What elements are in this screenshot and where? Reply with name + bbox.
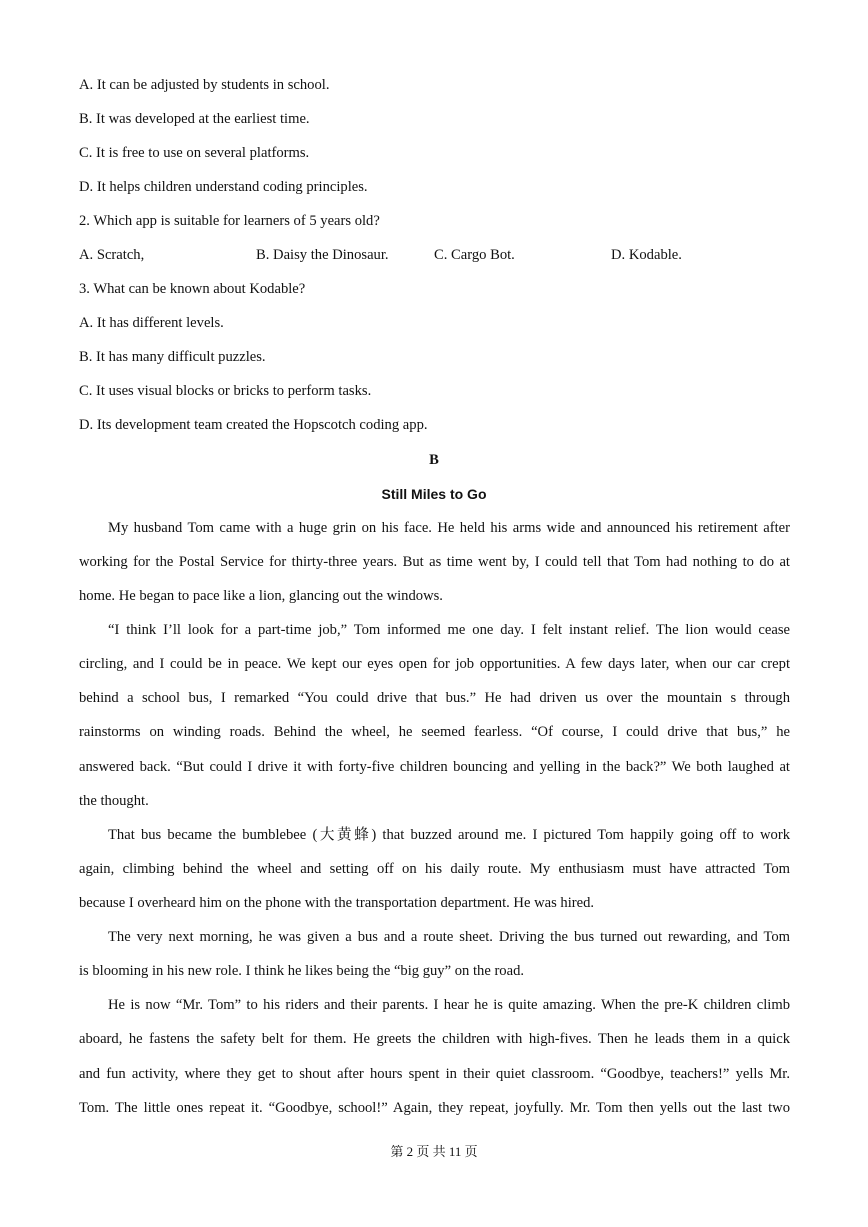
passage-line: home. He began to pace like a lion, glancing out the windows.	[79, 588, 443, 604]
passage-line: again, climbing behind the wheel and setting off on his daily route. My enthusiasm must have attracted Tom	[79, 861, 790, 877]
q2-option-b: B. Daisy the Dinosaur.	[256, 247, 389, 263]
section-letter: B	[429, 452, 439, 468]
passage-line: That bus became the bumblebee (大黄蜂) that buzzed around me. I pictured Tom happily going off to work	[108, 827, 790, 843]
passage-line: circling, and I could be in peace. We kept our eyes open for job opportunities. A few days later, when our car crept	[79, 656, 790, 672]
passage-line: My husband Tom came with a huge grin on his face. He held his arms wide and announced his retirement after	[108, 520, 790, 536]
passage-line: The very next morning, he was given a bus and a route sheet. Driving the bus turned out rewarding, and Tom	[108, 929, 790, 945]
passage-line: “I think I’ll look for a part-time job,” Tom informed me one day. I felt instant relief. The lion would cease	[108, 622, 790, 638]
q3-option-a: A. It has different levels.	[79, 315, 224, 331]
passage-line: working for the Postal Service for thirty-three years. But as time went by, I could tell that Tom had nothing to do at	[79, 554, 790, 570]
q3-stem: 3. What can be known about Kodable?	[79, 281, 306, 297]
q2-option-c: C. Cargo Bot.	[434, 247, 515, 263]
q1-option-c: C. It is free to use on several platforms.	[79, 145, 310, 161]
passage-line: the thought.	[79, 793, 149, 809]
q1-option-a: A. It can be adjusted by students in school.	[79, 77, 330, 93]
q1-option-d: D. It helps children understand coding principles.	[79, 179, 368, 195]
passage-line: Tom. The little ones repeat it. “Goodbye, school!” Again, they repeat, joyfully. Mr. Tom then yells out the last two	[79, 1100, 790, 1116]
passage-line: answered back. “But could I drive it with forty-five children bouncing and yelling in the back?” We both laughed at	[79, 759, 790, 775]
q2-stem: 2. Which app is suitable for learners of 5 years old?	[79, 213, 380, 229]
passage-line: rainstorms on winding roads. Behind the wheel, he seemed fearless. “Of course, I could drive that bus,” he	[79, 724, 790, 740]
passage-line: and fun activity, where they get to shout after hours spent in their quiet classroom. “Goodbye, teachers!” yells Mr.	[79, 1066, 790, 1082]
passage-line: He is now “Mr. Tom” to his riders and their parents. I hear he is quite amazing. When the pre-K children climb	[108, 997, 790, 1013]
passage-line: is blooming in his new role. I think he likes being the “big guy” on the road.	[79, 963, 525, 979]
passage-line: behind a school bus, I remarked “You could drive that bus.” He had driven us over the mountain s through	[79, 690, 790, 706]
passage-line: aboard, he fastens the safety belt for them. He greets the children with high-fives. Then he leads them in a quick	[79, 1031, 790, 1047]
passage-line: because I overheard him on the phone with the transportation department. He was hired.	[79, 895, 595, 911]
q2-option-d: D. Kodable.	[611, 247, 682, 263]
passage-title: Still Miles to Go	[381, 486, 487, 502]
q2-option-a: A. Scratch,	[79, 247, 145, 263]
q3-option-c: C. It uses visual blocks or bricks to perform tasks.	[79, 383, 372, 399]
q1-option-b: B. It was developed at the earliest time.	[79, 111, 310, 127]
q3-option-d: D. Its development team created the Hopscotch coding app.	[79, 417, 428, 433]
page-footer: 第 2 页 共 11 页	[390, 1144, 478, 1159]
q3-option-b: B. It has many difficult puzzles.	[79, 349, 266, 365]
